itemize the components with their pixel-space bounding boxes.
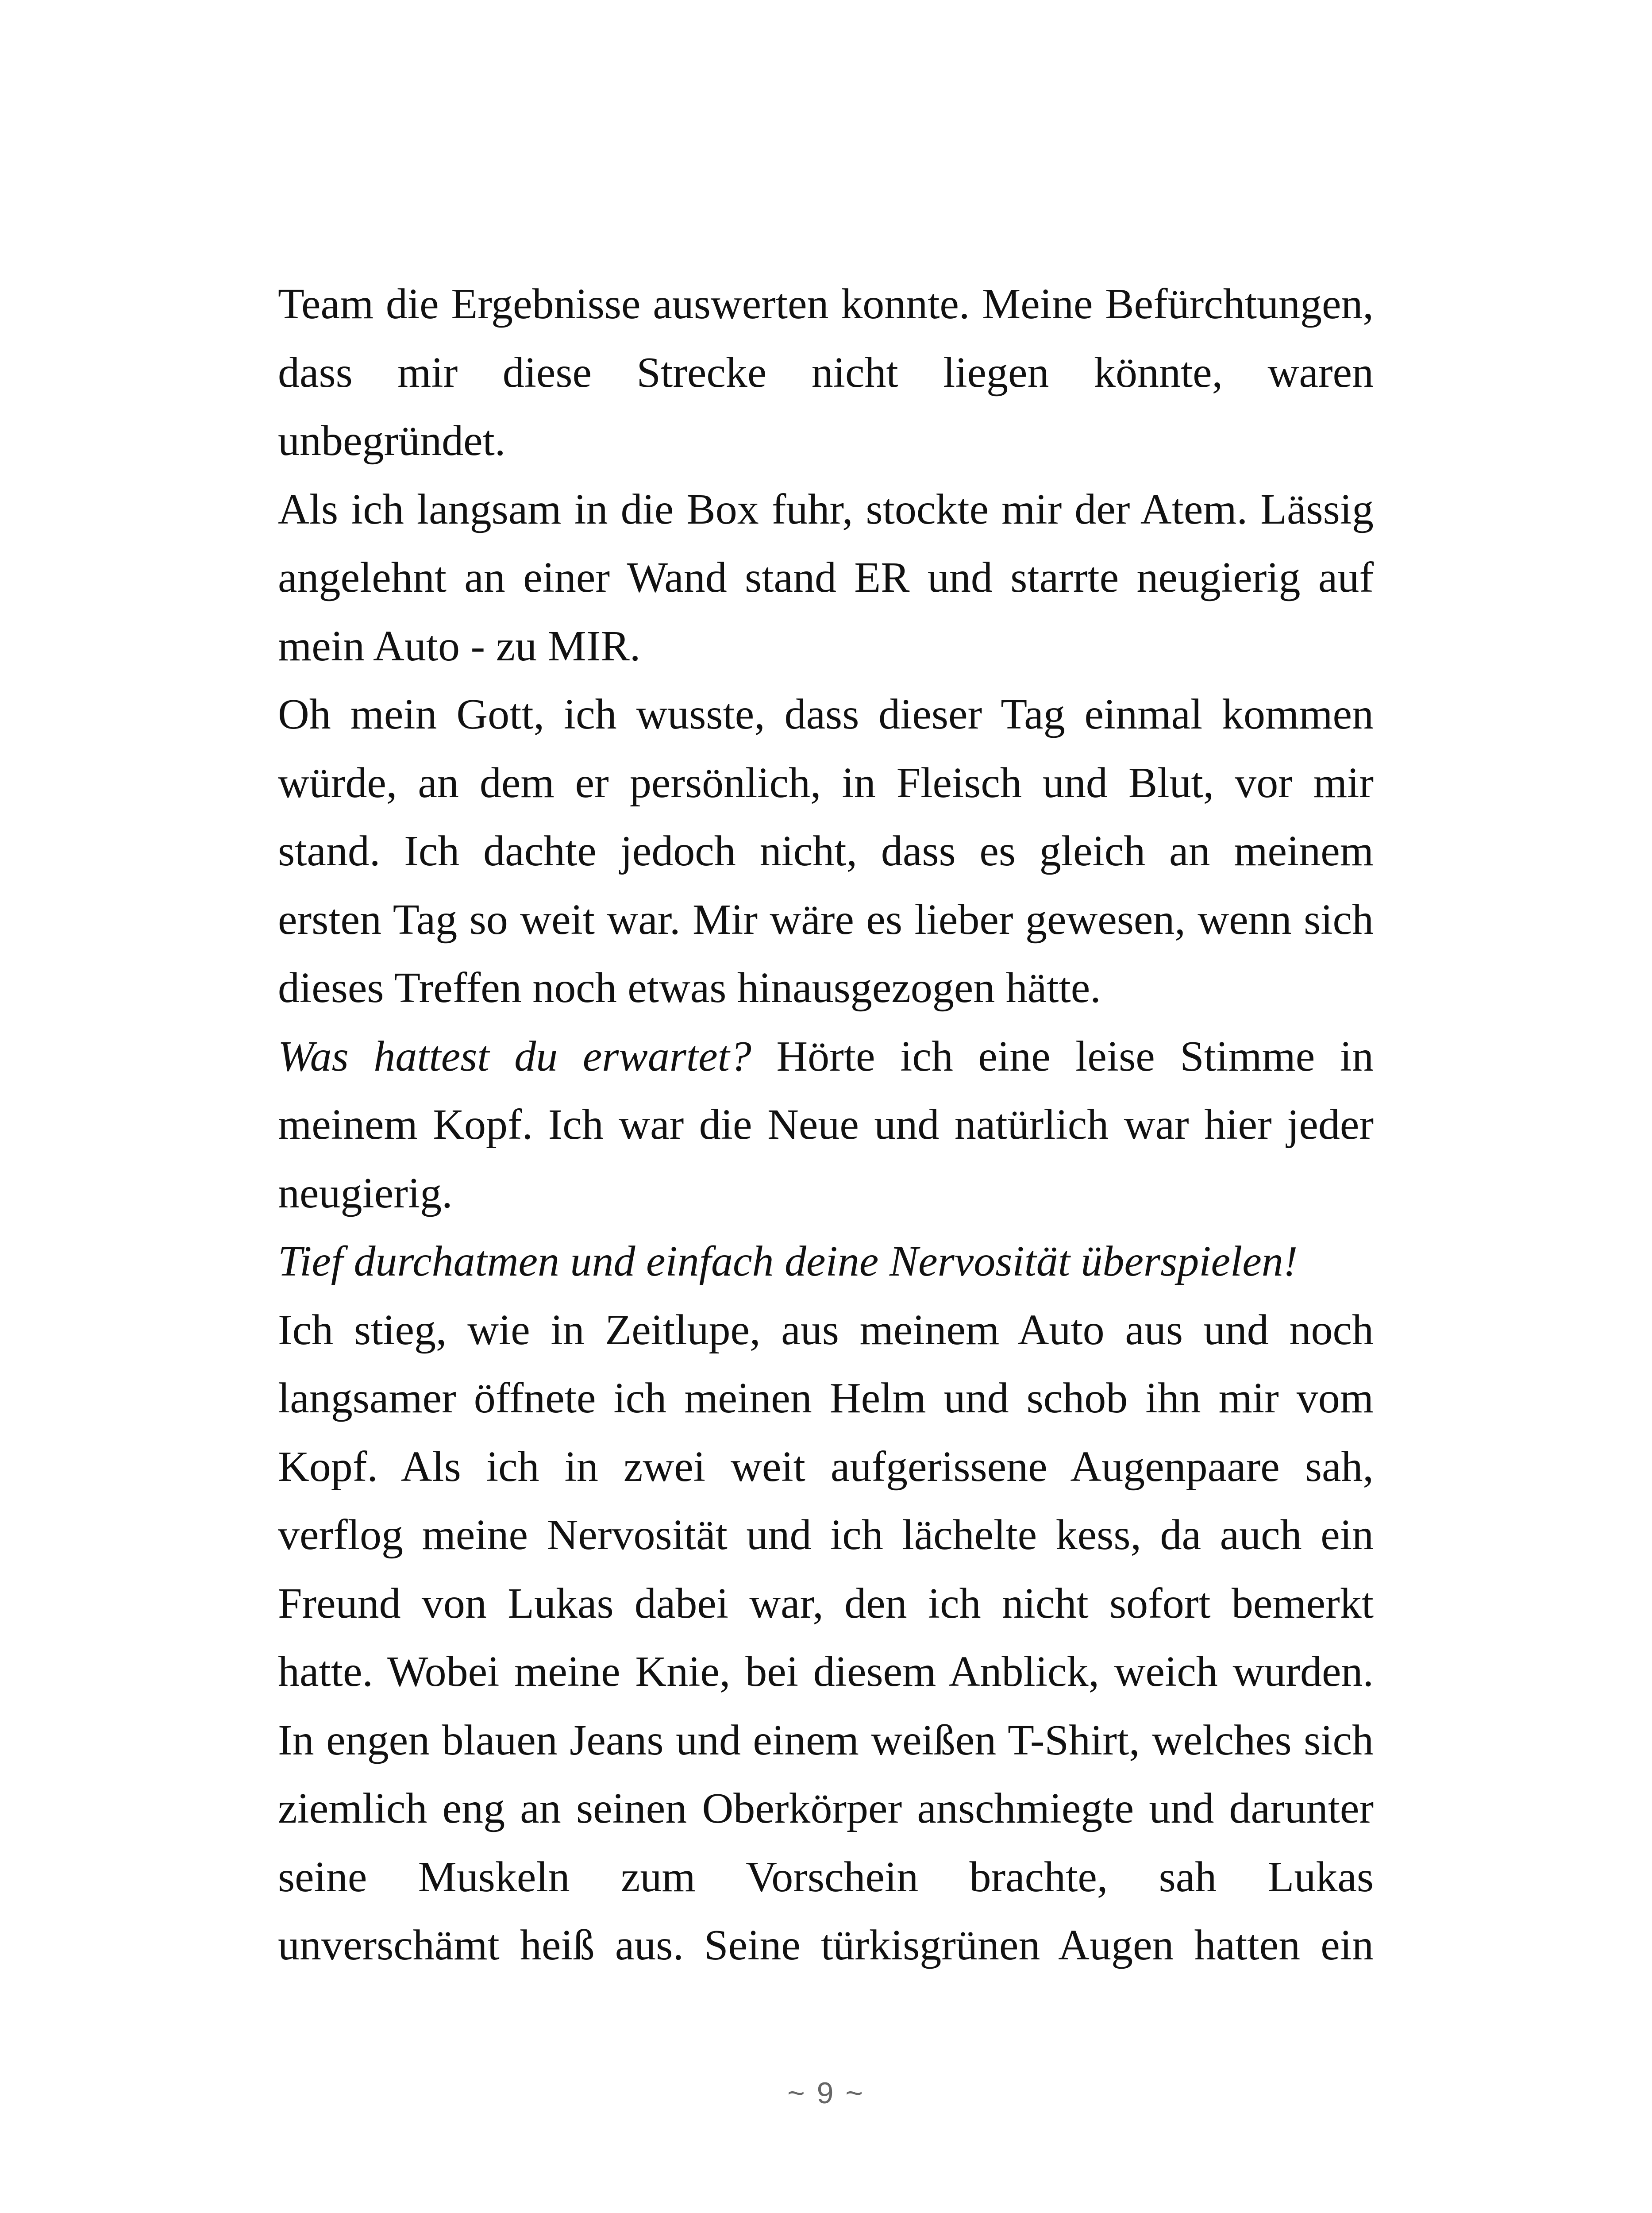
italic-thought: Was hattest du erwartet? [278, 1032, 751, 1080]
body-text [278, 270, 1374, 1980]
text-line-mixed [278, 1022, 1374, 1091]
text-line: Team die Ergebnisse auswerten konnte. Meine Befürchtungen, [278, 280, 1374, 328]
text-line: seine Muskeln zum Vorschein brachte, sah Lukas [278, 1853, 1374, 1901]
text-segment: Hörte ich eine leise Stimme in [751, 1032, 1374, 1080]
text-line: In engen blauen Jeans und einem weißen T-Shirt, welches sich [278, 1716, 1374, 1764]
text-line: würde, an dem er persönlich, in Fleisch und Blut, vor mir [278, 759, 1374, 807]
text-line: ersten Tag so weit war. Mir wäre es lieber gewesen, wenn sich [278, 895, 1374, 944]
text-line: unverschämt heiß aus. Seine türkisgrünen Augen hatten ein [278, 1921, 1374, 1969]
text-line: meinem Kopf. Ich war die Neue und natürlich war hier jeder [278, 1101, 1374, 1149]
text-line: dass mir diese Strecke nicht liegen könnte, waren unbegründet. [278, 348, 1374, 465]
text-line: Kopf. Als ich in zwei weit aufgerissene Augenpaare sah, [278, 1442, 1374, 1491]
text-line: dieses Treffen noch etwas hinausgezogen hätte. [278, 964, 1101, 1012]
text-line: angelehnt an einer Wand stand ER und starrte neugierig auf [278, 554, 1374, 601]
page-number: ~ 9 ~ [787, 2076, 865, 2110]
text-line: stand. Ich dachte jedoch nicht, dass es gleich an meinem [278, 827, 1374, 875]
italic-thought-line: Tief durchatmen und einfach deine Nervosität überspielen! [278, 1238, 1298, 1285]
text-line: Freund von Lukas dabei war, den ich nicht sofort bemerkt [278, 1579, 1374, 1627]
text-line: verflog meine Nervosität und ich lächelte kess, da auch ein [278, 1511, 1374, 1559]
text-line: neugierig. [278, 1169, 453, 1217]
text-line: Oh mein Gott, ich wusste, dass dieser Tag einmal kommen [278, 690, 1374, 738]
text-line: hatte. Wobei meine Knie, bei diesem Anblick, weich wurden. [278, 1648, 1374, 1696]
text-line: Ich stieg, wie in Zeitlupe, aus meinem Auto aus und noch [278, 1306, 1374, 1354]
text-line: Als ich langsam in die Box fuhr, stockte mir der Atem. Lässig [278, 485, 1374, 533]
text-line: mein Auto - zu MIR. [278, 622, 641, 670]
text-line: ziemlich eng an seinen Oberkörper anschmiegte und darunter [278, 1785, 1374, 1832]
text-line: langsamer öffnete ich meinen Helm und schob ihn mir vom [278, 1374, 1374, 1422]
